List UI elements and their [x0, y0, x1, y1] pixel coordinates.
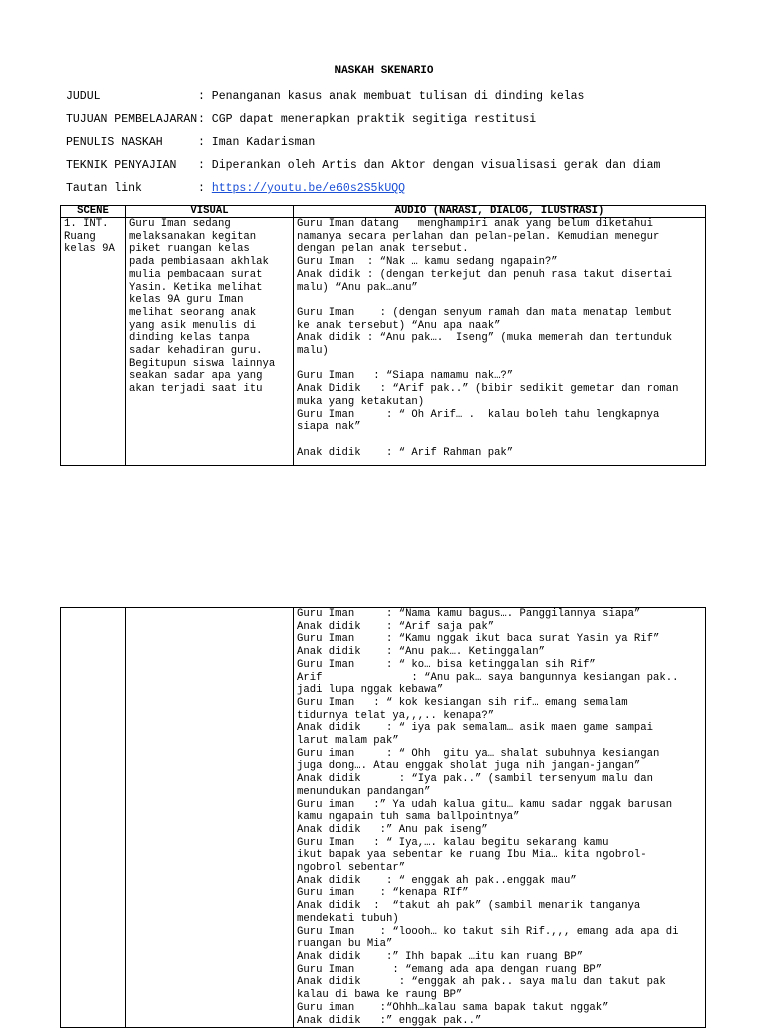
- audio-line: Anak didik : “Arif saja pak”: [297, 620, 495, 633]
- audio-line: malu): [297, 345, 329, 358]
- meta-separator: :: [198, 182, 212, 195]
- visual-line: melaksanakan kegitan: [129, 230, 257, 243]
- audio-line: Anak didik : “ Arif Rahman pak”: [297, 446, 514, 459]
- audio-line: Guru Iman : “emang ada apa dengan ruang BP”: [297, 963, 603, 976]
- audio-line: ke anak tersebut) “Anu apa naak”: [297, 319, 501, 332]
- visual-line: piket ruangan kelas: [129, 243, 250, 256]
- audio-line: siapa nak”: [297, 421, 361, 434]
- audio-line: Anak didik : “takut ah pak” (sambil menarik tanganya: [297, 900, 641, 913]
- scene-line: 1. INT.: [64, 218, 109, 230]
- scene-table-continued: [60, 607, 706, 1028]
- audio-line: ikut bapak yaa sebentar ke ruang Ibu Mia… kita ngobrol-: [297, 849, 647, 862]
- audio-line: Guru Iman : “ Iya,…. kalau begitu sekarang kamu: [297, 836, 609, 849]
- meta-value: : Iman Kadarisman: [198, 136, 316, 149]
- visual-line: melihat seorang anak: [129, 306, 257, 319]
- audio-line: juga dong…. Atau enggak sholat juga nih jangan-jangan”: [297, 760, 641, 773]
- header-visual: VISUAL: [126, 206, 294, 218]
- meta-tautan: [66, 181, 726, 196]
- audio-line: Anak didik :” Anu pak iseng”: [297, 823, 488, 836]
- video-link[interactable]: https://youtu.be/e60s2S5kUQQ: [211, 182, 406, 195]
- audio-line: Anak didik : (dengan terkejut dan penuh rasa takut disertai: [297, 268, 673, 281]
- meta-label: TEKNIK PENYAJIAN: [66, 159, 177, 172]
- audio-line: [297, 294, 702, 307]
- audio-line: Anak didik : “ iya pak semalam… asik maen game sampai: [297, 722, 654, 735]
- audio-line: Guru Iman : “Nama kamu bagus…. Panggilannya siapa”: [297, 608, 641, 620]
- audio-line: dengan pelan anak tersebut.: [297, 243, 469, 256]
- audio-line: mendekati tubuh): [297, 912, 399, 925]
- audio-line: Anak didik : “Iya pak..” (sambil tersenyum malu dan: [297, 773, 654, 786]
- visual-line: mulia pembacaan surat: [129, 268, 263, 281]
- audio-cell: [294, 218, 706, 466]
- scene-cell: [61, 218, 126, 466]
- audio-line: kamu ngapain tuh sama ballpointnya”: [297, 811, 520, 824]
- visual-line: Yasin. Ketika melihat: [129, 281, 263, 294]
- audio-line: malu) “Anu pak…anu”: [297, 281, 418, 294]
- audio-line: Anak didik : “Anu pak…. Iseng” (muka memerah dan tertunduk: [297, 332, 673, 345]
- visual-cell: [126, 218, 294, 466]
- document-title: NASKAH SKENARIO: [334, 65, 434, 77]
- audio-line: ngobrol sebentar”: [297, 862, 406, 875]
- audio-line: [297, 358, 702, 371]
- audio-line: kalau di bawa ke raung BP”: [297, 989, 463, 1002]
- audio-line: Anak didik :” enggak pak..”: [297, 1014, 482, 1027]
- meta-tujuan: [66, 112, 726, 127]
- header-audio: AUDIO (NARASI, DIALOG, ILUSTRASI): [294, 206, 706, 218]
- audio-line: tidurnya telat ya,,,.. kenapa?”: [297, 709, 495, 722]
- meta-value: : Diperankan oleh Artis dan Aktor dengan visualisasi gerak dan diam: [198, 159, 661, 172]
- visual-line: Guru Iman sedang: [129, 218, 231, 230]
- audio-line: Anak didik : “Anu pak…. Ketinggalan”: [297, 646, 545, 659]
- audio-line: namanya secara perlahan dan pelan-pelan. Kemudian menegur: [297, 230, 660, 243]
- audio-line: Arif : “Anu pak… saya bangunnya kesiangan pak..: [297, 671, 679, 684]
- audio-line: Anak didik : “ enggak ah pak..enggak mau”: [297, 874, 577, 887]
- scene-line: kelas 9A: [64, 243, 115, 256]
- visual-line: yang asik menulis di: [129, 319, 257, 332]
- meta-label: PENULIS NASKAH: [66, 136, 163, 149]
- audio-line: Guru Iman : “ Oh Arif… . kalau boleh tahu lengkapnya: [297, 408, 660, 421]
- visual-line: dinding kelas tanpa: [129, 332, 250, 345]
- audio-line: Guru iman : “kenapa RIf”: [297, 887, 469, 900]
- scene-table: [60, 205, 706, 466]
- meta-value: : CGP dapat menerapkan praktik segitiga restitusi: [198, 113, 537, 126]
- scene-line: Ruang: [64, 230, 96, 243]
- audio-line: Guru Iman : “ ko… bisa ketinggalan sih Rif”: [297, 658, 596, 671]
- audio-line: Guru Iman : “Siapa namamu nak…?”: [297, 370, 514, 383]
- audio-line: Guru iman :” Ya udah kalua gitu… kamu sadar nggak barusan: [297, 798, 673, 811]
- audio-line: Guru iman : “ Ohh gitu ya… shalat subuhnya kesiangan: [297, 747, 660, 760]
- audio-line: Anak didik : “enggak ah pak.. saya malu dan takut pak: [297, 976, 666, 989]
- meta-label: TUJUAN PEMBELAJARAN: [66, 113, 198, 126]
- meta-value: : Penanganan kasus anak membuat tulisan di dinding kelas: [198, 90, 585, 103]
- meta-judul: [66, 89, 726, 104]
- table-row: [61, 218, 706, 466]
- audio-line: Anak Didik : “Arif pak..” (bibir sedikit gemetar dan roman: [297, 383, 679, 396]
- audio-line: [297, 434, 702, 447]
- audio-line: ruangan bu Mia”: [297, 938, 393, 951]
- audio-line: Guru Iman : “Kamu nggak ikut baca surat Yasin ya Rif”: [297, 633, 660, 646]
- audio-line: Guru iman :“Ohhh…kalau sama bapak takut nggak”: [297, 1001, 609, 1014]
- audio-line: Guru Iman : “Nak … kamu sedang ngapain?”: [297, 256, 558, 269]
- table-row: [61, 608, 706, 1028]
- audio-line: Guru Iman datang menghampiri anak yang belum diketahui: [297, 218, 654, 230]
- visual-line: pada pembiasaan akhlak: [129, 256, 269, 269]
- meta-label: Tautan link: [66, 182, 142, 195]
- visual-line: Begitupun siswa lainnya: [129, 357, 276, 370]
- visual-line: kelas 9A guru Iman: [129, 294, 244, 307]
- audio-line: muka yang ketakutan): [297, 395, 425, 408]
- scene-cell: [61, 608, 126, 1028]
- audio-cell: [294, 608, 706, 1028]
- audio-line: menundukan pandangan”: [297, 785, 431, 798]
- visual-cell: [126, 608, 294, 1028]
- visual-line: akan terjadi saat itu: [129, 383, 263, 396]
- meta-penulis: [66, 135, 726, 150]
- header-scene: SCENE: [61, 206, 126, 218]
- audio-line: Guru Iman : “ kok kesiangan sih rif… emang semalam: [297, 696, 628, 709]
- visual-line: sadar kehadiran guru.: [129, 345, 263, 358]
- meta-label: JUDUL: [66, 90, 101, 103]
- audio-line: larut malam pak”: [297, 735, 399, 748]
- table-header-row: [61, 206, 706, 218]
- audio-line: Guru Iman : (dengan senyum ramah dan mata menatap lembut: [297, 306, 673, 319]
- audio-line: Guru Iman : “loooh… ko takut sih Rif.,,, emang ada apa di: [297, 925, 679, 938]
- visual-line: seakan sadar apa yang: [129, 370, 263, 383]
- audio-line: jadi lupa nggak kebawa”: [297, 684, 444, 697]
- audio-line: Anak didik :” Ihh bapak …itu kan ruang BP”: [297, 950, 584, 963]
- meta-teknik: [66, 158, 726, 173]
